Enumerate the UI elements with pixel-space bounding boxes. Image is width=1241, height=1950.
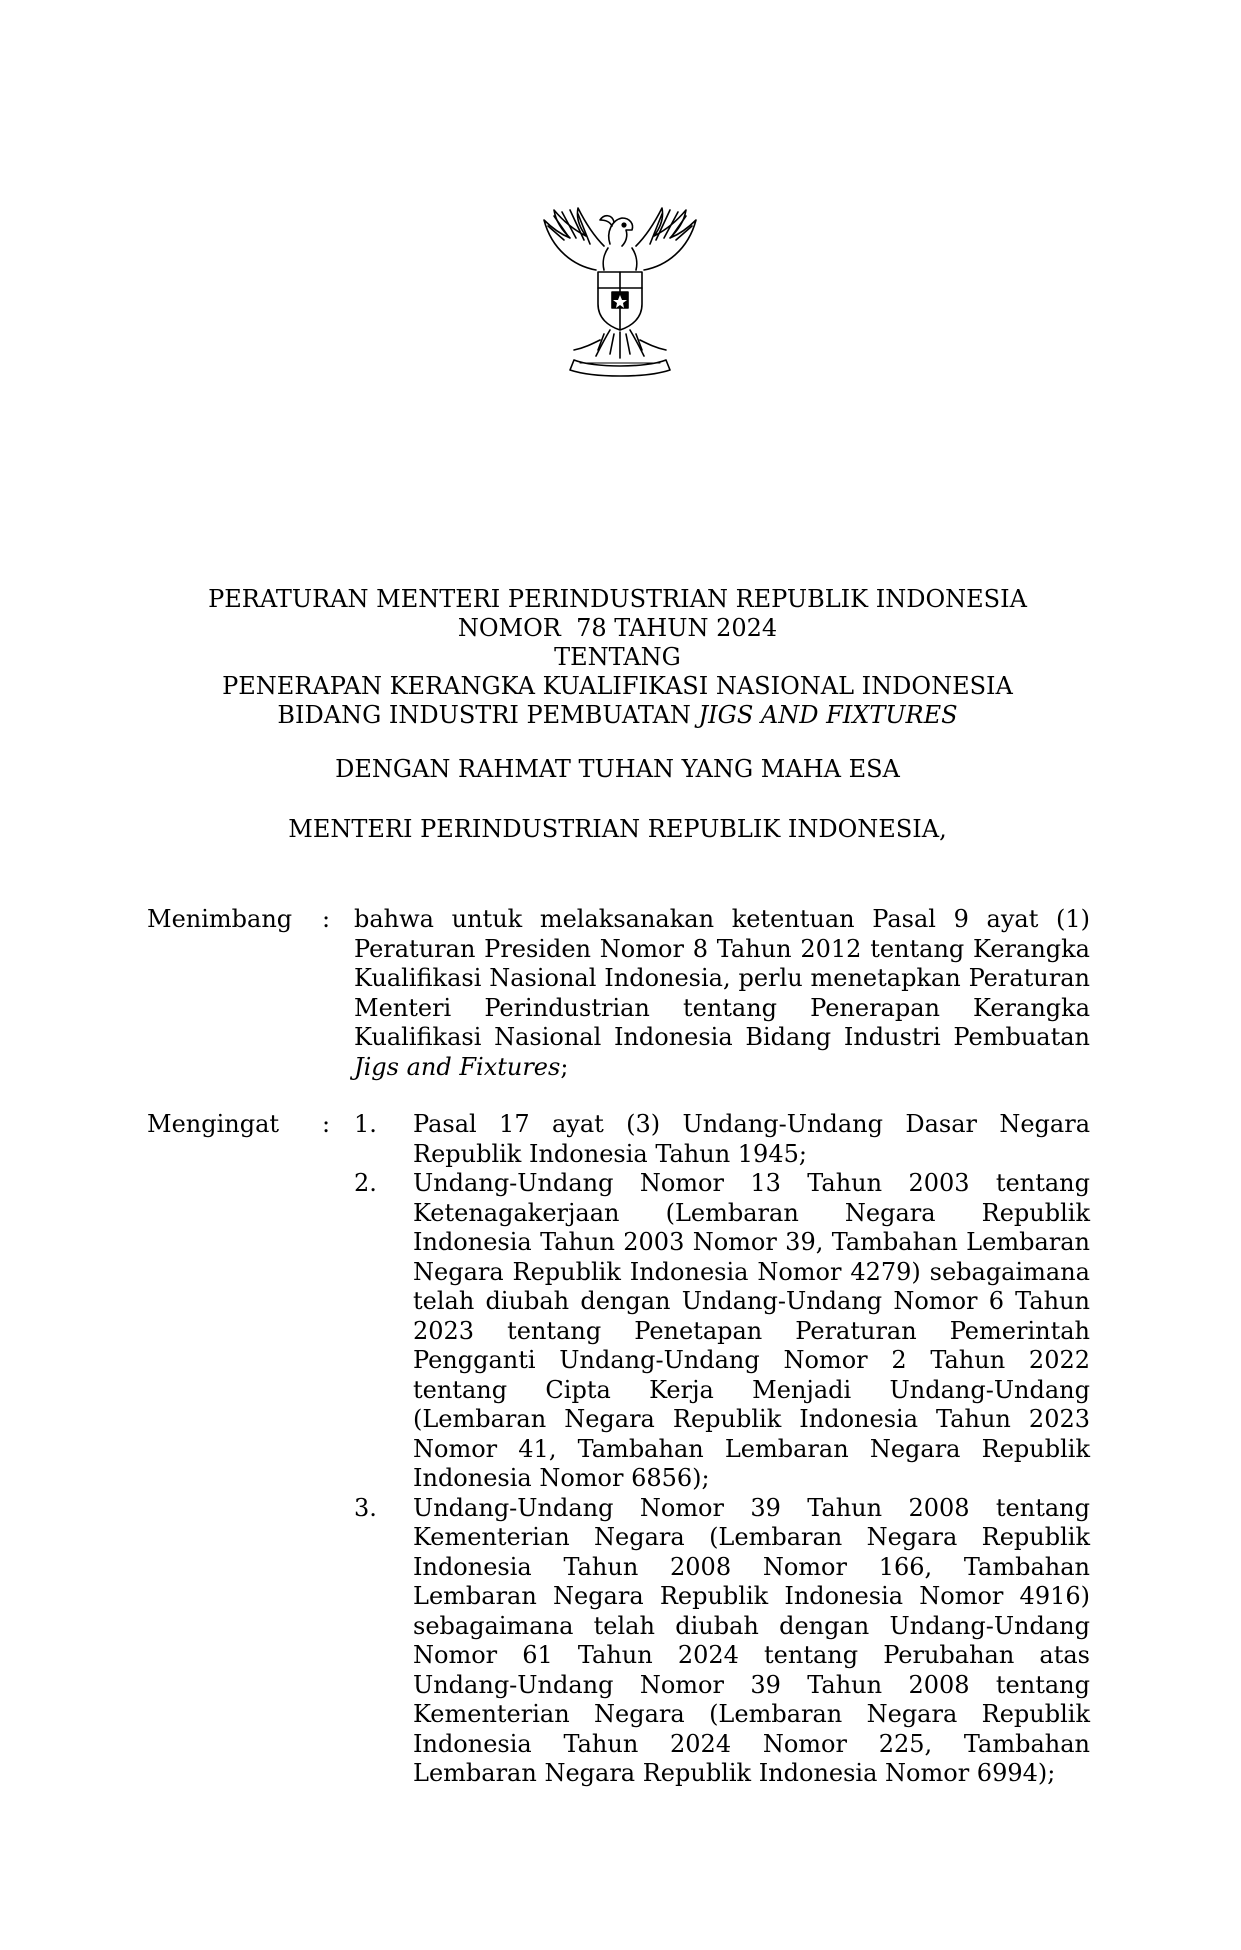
menimbang-text-italic: Jigs and Fixtures bbox=[354, 1052, 561, 1081]
mengingat-list bbox=[354, 1110, 1090, 1789]
list-item bbox=[354, 1110, 1090, 1169]
list-item-text: Pasal 17 ayat (3) Undang-Undang Dasar Negara Republik Indonesia Tahun 1945; bbox=[413, 1110, 1090, 1168]
menimbang-label: Menimbang bbox=[147, 905, 293, 933]
title-number-line: NOMOR 78 TAHUN 2024 bbox=[457, 614, 778, 642]
minister-line: MENTERI PERINDUSTRIAN REPUBLIK INDONESIA, bbox=[288, 815, 947, 843]
list-item bbox=[354, 1169, 1090, 1494]
list-item-number: 1. bbox=[354, 1110, 377, 1138]
list-item-number: 3. bbox=[354, 1493, 377, 1522]
mengingat-colon: : bbox=[322, 1110, 331, 1138]
title-line-1: PERATURAN MENTERI PERINDUSTRIAN REPUBLIK INDONESIA bbox=[208, 585, 1027, 613]
list-item-text: Undang-Undang Nomor 13 Tahun 2003 tentang Ketenagakerjaan (Lembaran Negara Republik Indonesia Tahun 2003 Nomor 39, Tambahan Lembaran Negara Republik Indonesia Nomor 4279) sebagaimana telah diubah dengan Undang-Undang Nomor 6 Tahun 2023 tentang Penetapan Peraturan Pemerintah Pengganti Undang-Undang Nomor 2 Tahun 2022 tentang Cipta Kerja Menjadi Undang-Undang (Lembaran Negara Republik Indonesia Tahun 2023 Nomor 41, Tambahan Lembaran Negara Republik Indonesia Nomor 6856); bbox=[413, 1169, 1090, 1492]
title-subject-line-1: PENERAPAN KERANGKA KUALIFIKASI NASIONAL INDONESIA bbox=[222, 672, 1013, 700]
garuda-pancasila-emblem-icon bbox=[534, 200, 706, 380]
blessing-line: DENGAN RAHMAT TUHAN YANG MAHA ESA bbox=[335, 755, 900, 783]
list-item-text: Undang-Undang Nomor 39 Tahun 2008 tentang Kementerian Negara (Lembaran Negara Republik Indonesia Tahun 2008 Nomor 166, Tambahan Lembaran Negara Republik Indonesia Nomor 4916) sebagaimana telah diubah dengan Undang-Undang Nomor 61 Tahun 2024 tentang Perubahan atas Undang-Undang Nomor 39 Tahun 2008 tentang Kementerian Negara (Lembaran Negara Republik Indonesia Tahun 2024 Nomor 225, Tambahan Lembaran Negara Republik Indonesia Nomor 6994); bbox=[413, 1493, 1090, 1787]
menimbang-text-main: bahwa untuk melaksanakan ketentuan Pasal 9 ayat (1) Peraturan Presiden Nomor 8 Tahun 2012 tentang Kerangka Kualifikasi Nasional Indonesia, perlu menetapkan Peraturan Menteri Perindustrian tentang Penerapan Kerangka Kualifikasi Nasional Indonesia Bidang Industri Pembuatan bbox=[354, 905, 1090, 1051]
title-subject-italic: JIGS AND FIXTURES bbox=[698, 701, 958, 729]
title-subject-plain: BIDANG INDUSTRI PEMBUATAN bbox=[277, 701, 699, 729]
menimbang-colon: : bbox=[322, 905, 331, 933]
regulation-title bbox=[140, 585, 1095, 730]
title-subject-line-2 bbox=[140, 701, 1095, 730]
menimbang-text bbox=[354, 905, 1090, 1082]
title-tentang: TENTANG bbox=[554, 643, 681, 671]
mengingat-label: Mengingat bbox=[147, 1110, 280, 1138]
menimbang-text-end: ; bbox=[560, 1052, 569, 1081]
list-item bbox=[354, 1494, 1090, 1789]
list-item-number: 2. bbox=[354, 1169, 377, 1197]
